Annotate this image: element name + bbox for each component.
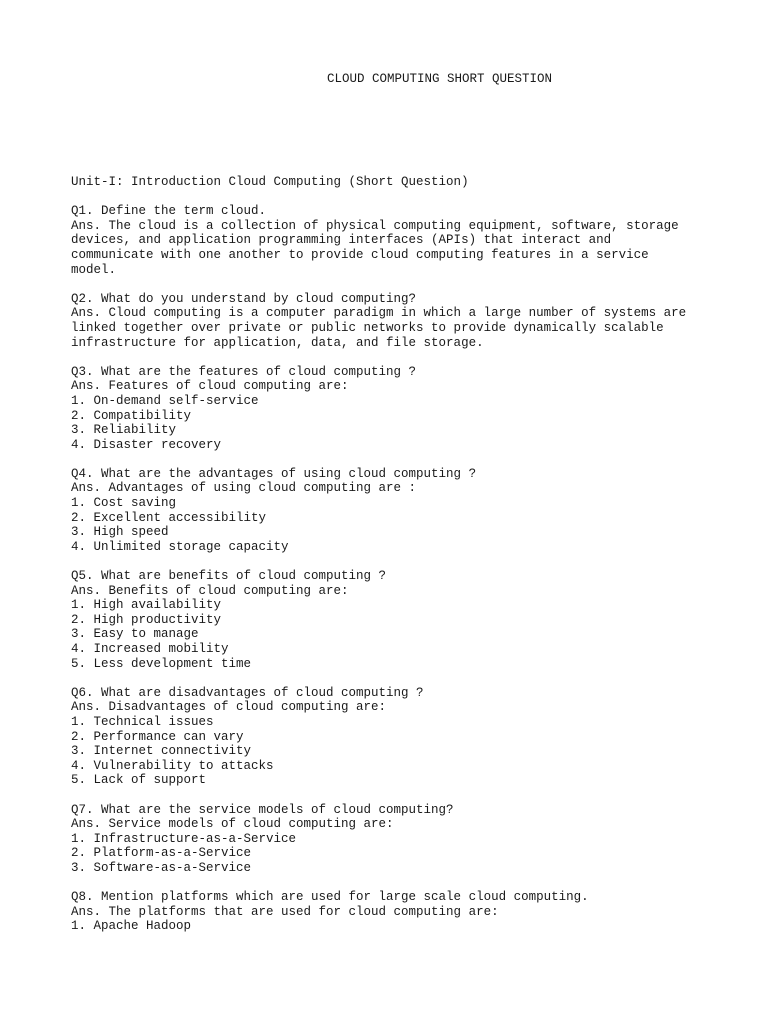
question-line: Q6. What are disadvantages of cloud computing ? [71, 685, 424, 700]
answer-line: Ans. Service models of cloud computing are: [71, 817, 394, 832]
spacer [71, 788, 711, 803]
qa-block-q5 [71, 569, 711, 671]
spacer [71, 350, 711, 365]
answer-text-line: communicate with one another to provide cloud computing features in a service [71, 247, 649, 262]
document-body [71, 175, 711, 934]
qa-block-q3 [71, 365, 711, 453]
answer-text-line: devices, and application programming interfaces (APIs) that interact and [71, 233, 612, 248]
answer-text-line: 4. Disaster recovery [71, 437, 222, 452]
answer-text-line: 2. Compatibility [71, 408, 192, 423]
answer-text-line: 2. Platform-as-a-Service [71, 846, 252, 861]
question-line: Q7. What are the service models of cloud computing? [71, 802, 454, 817]
answer-line: Ans. Features of cloud computing are: [71, 379, 349, 394]
answer-text-line: 5. Less development time [71, 656, 252, 671]
question-line: Q8. Mention platforms which are used for large scale cloud computing. [71, 890, 589, 905]
question-line: Q1. Define the term cloud. [71, 204, 267, 219]
answer-line: Ans. Disadvantages of cloud computing are: [71, 700, 387, 715]
answer-text-line: 4. Vulnerability to attacks [71, 758, 274, 773]
answer-text-line: 2. Performance can vary [71, 729, 244, 744]
question-line: Q5. What are benefits of cloud computing ? [71, 569, 387, 584]
spacer [71, 876, 711, 891]
answer-text-line: 4. Unlimited storage capacity [71, 539, 289, 554]
qa-block-q8 [71, 890, 711, 934]
spacer [71, 671, 711, 686]
answer-text-line: 3. Software-as-a-Service [71, 860, 252, 875]
spacer [71, 277, 711, 292]
answer-text-line: 1. Cost saving [71, 496, 177, 511]
qa-block-q6 [71, 686, 711, 788]
answer-text-line: 1. Apache Hadoop [71, 919, 192, 934]
answer-line: Ans. The cloud is a collection of physical computing equipment, software, storage [71, 218, 679, 233]
answer-text-line: 1. Infrastructure-as-a-Service [71, 831, 297, 846]
answer-text-line: infrastructure for application, data, and file storage. [71, 335, 484, 350]
question-line: Q4. What are the advantages of using cloud computing ? [71, 466, 477, 481]
answer-line: Ans. Benefits of cloud computing are: [71, 583, 349, 598]
answer-text-line: 3. Easy to manage [71, 627, 199, 642]
answer-text-line: 3. Reliability [71, 423, 177, 438]
answer-text-line: model. [71, 262, 117, 277]
qa-block-q2 [71, 292, 711, 350]
spacer [71, 452, 711, 467]
qa-block-q4 [71, 467, 711, 555]
qa-block-q7 [71, 803, 711, 876]
spacer [71, 190, 711, 205]
answer-text-line: 1. Technical issues [71, 714, 214, 729]
answer-text-line: 4. Increased mobility [71, 642, 229, 656]
answer-line: Ans. Advantages of using cloud computing are : [71, 481, 417, 496]
question-line: Q3. What are the features of cloud computing ? [71, 364, 417, 379]
answer-text-line: 2. High productivity [71, 612, 222, 627]
qa-block-q1 [71, 204, 711, 277]
answer-text-line: 1. High availability [71, 598, 222, 613]
answer-line: Ans. Cloud computing is a computer paradigm in which a large number of systems are [71, 306, 687, 321]
answer-text-line: 2. Excellent accessibility [71, 510, 267, 525]
answer-text-line: 5. Lack of support [71, 773, 207, 788]
qa-list [71, 204, 711, 934]
answer-text-line: linked together over private or public networks to provide dynamically scalable [71, 320, 664, 335]
answer-text-line: 3. High speed [71, 525, 169, 540]
answer-line: Ans. The platforms that are used for cloud computing are: [71, 904, 499, 919]
question-line: Q2. What do you understand by cloud computing? [71, 291, 417, 306]
document-title: CLOUD COMPUTING SHORT QUESTION [327, 72, 553, 86]
spacer [71, 554, 711, 569]
unit-heading: Unit-I: Introduction Cloud Computing (Short Question) [71, 175, 469, 189]
answer-text-line: 1. On-demand self-service [71, 393, 259, 408]
answer-text-line: 3. Internet connectivity [71, 744, 252, 759]
